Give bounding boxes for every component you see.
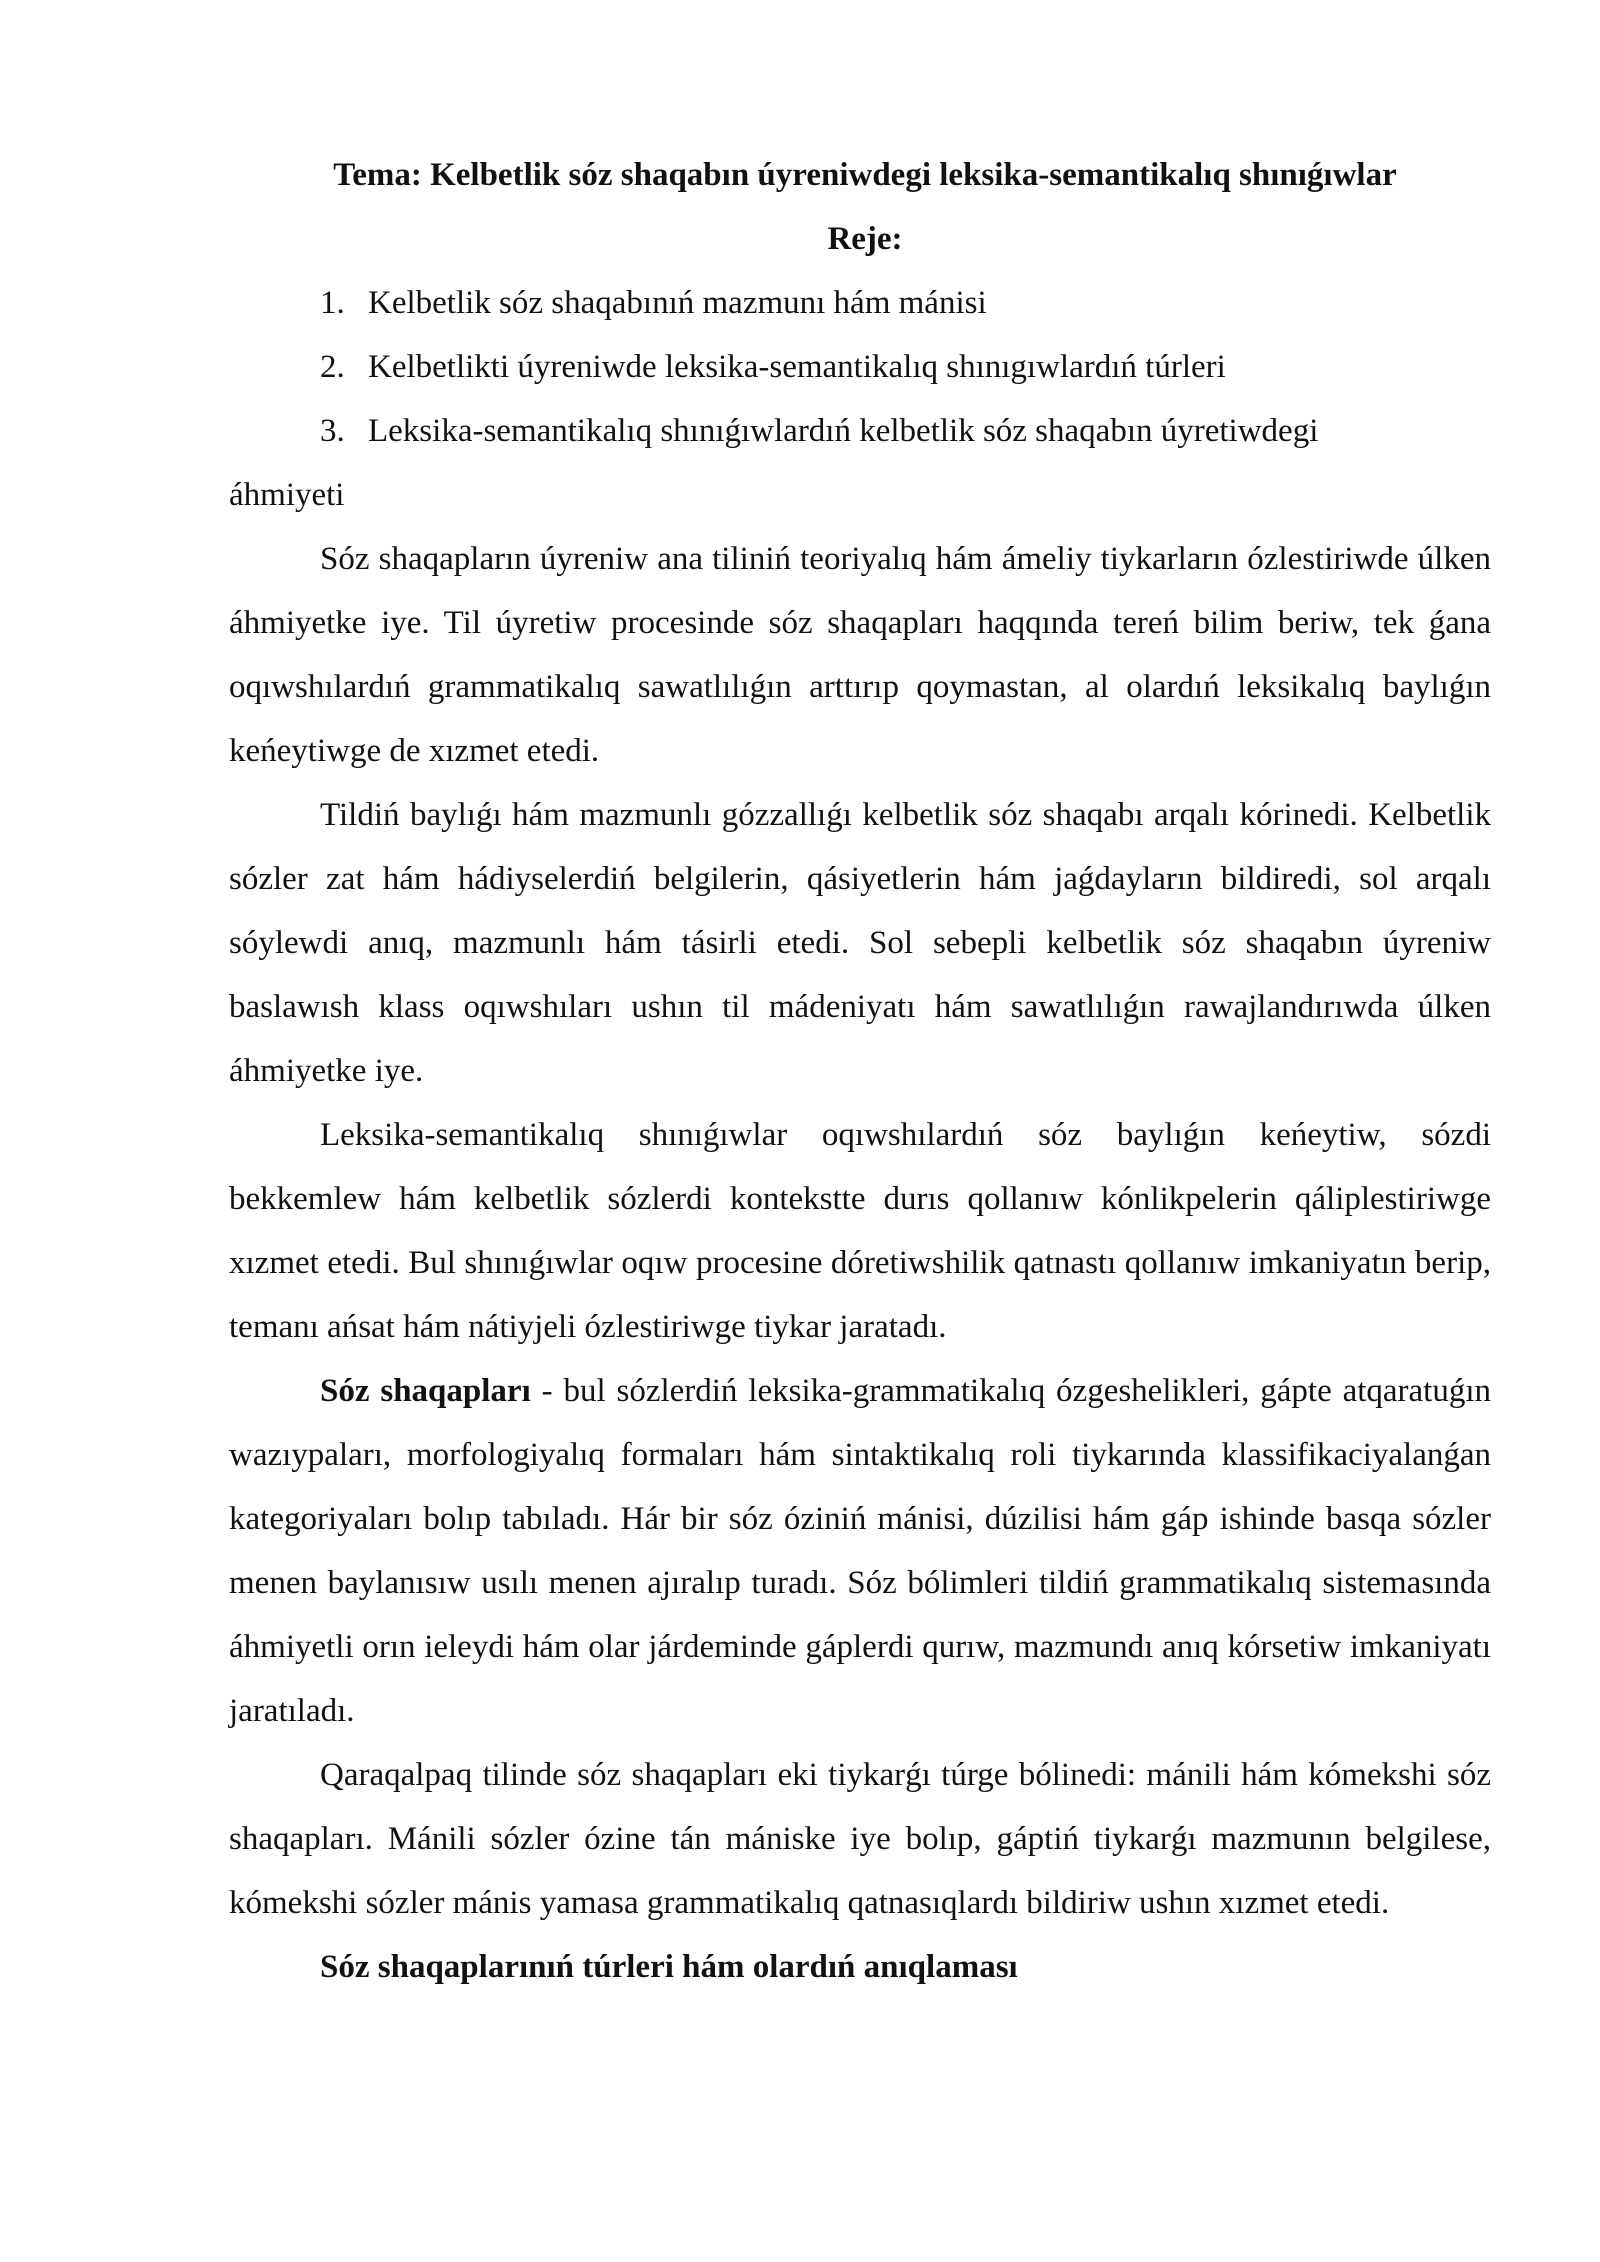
plan-item-number: 1. <box>320 285 345 321</box>
plan-item-1 <box>229 271 1491 335</box>
paragraph-2: Tildiń baylıǵı hám mazmunlı gózzallıǵı kelbetlik sóz shaqabı arqalı kórinedi. Kelbetlik sózler zat hám hádiyselerdiń belgilerin, qásiyetlerin hám jaǵdayların bildiredi, sol arqalı sóylewdi anıq, mazmunlı hám tásirli etedi. Sol sebepli kelbetlik sóz shaqabın úyreniw baslawısh klass oqıwshıları ushın til mádeniyatı hám sawatlılıǵın rawajlandırıwda úlken áhmiyetke iye. <box>229 797 1491 1089</box>
plan-item-number: 3. <box>320 413 345 449</box>
plan-item-2 <box>229 335 1491 399</box>
plan-item-3 <box>229 399 1491 463</box>
document-title: Tema: Kelbetlik sóz shaqabın úyreniwdegi leksika-semantikalıq shınıǵıwlar <box>333 157 1397 193</box>
paragraph-3: Leksika-semantikalıq shınıǵıwlar oqıwshılardıń sóz baylıǵın keńeytiw, sózdi bekkemlew hám kelbetlik sózlerdi kontekstte durıs qollanıw kónlikpelerin qáliplestiriwge xızmet etedi. Bul shınıǵıwlar oqıw procesine dóretiwshilik qatnastı qollanıw imkaniyatın berip, temanı ańsat hám nátiyjeli ózlestiriwge tiykar jaratadı. <box>229 1117 1491 1345</box>
definition-text: - bul sózlerdiń leksika-grammatikalıq ózgeshelikleri, gápte atqaratuǵın wazıypaları, morfologiyalıq formaları hám sintaktikalıq roli tiykarında klassifikaciyalanǵan kategoriyaları bolıp tabıladı. Hár bir sóz óziniń mánisi, dúzilisi hám gáp ishinde basqa sózler menen baylanısıw usılı menen ajıralıp turadı. Sóz bólimleri tildiń grammatikalıq sistemasında áhmiyetli orın ieleydi hám olar járdeminde gáplerdi qurıw, mazmundı anıq kórsetiw imkaniyatı jaratıladı. <box>229 1373 1492 1729</box>
paragraph-4: Qaraqalpaq tilinde sóz shaqapları eki tiykarǵı túrge bólinedi: mánili hám kómekshi sóz shaqapları. Mánili sózler ózine tán mániske iye bolıp, gáptiń tiykarǵı mazmunın belgilese, kómekshi sózler mánis yamasa grammatikalıq qatnasıqlardı bildiriw ushın xızmet etedi. <box>229 1757 1491 1921</box>
plan-item-text: Kelbetlik sóz shaqabınıń mazmunı hám mánisi <box>368 285 987 321</box>
definition-paragraph <box>229 1359 1491 1743</box>
document-body <box>229 143 1491 1999</box>
plan-item-3-continuation: áhmiyeti <box>229 477 345 513</box>
plan-heading: Reje: <box>827 221 903 257</box>
section-subheading: Sóz shaqaplarınıń túrleri hám olardıń anıqlaması <box>320 1949 1018 1985</box>
paragraph-1: Sóz shaqapların úyreniw ana tiliniń teoriyalıq hám ámeliy tiykarların ózlestiriwde úlken áhmiyetke iye. Til úyretiw procesinde sóz shaqapları haqqında tereń bilim beriw, tek ǵana oqıwshılardıń grammatikalıq sawatlılıǵın arttırıp qoymastan, al olardıń leksikalıq baylıǵın keńeytiwge de xızmet etedi. <box>229 541 1491 769</box>
plan-item-text: Kelbetlikti úyreniwde leksika-semantikalıq shınıgıwlardıń túrleri <box>368 349 1226 385</box>
plan-item-number: 2. <box>320 349 345 385</box>
definition-term: Sóz shaqapları <box>320 1373 531 1409</box>
plan-item-text: Leksika-semantikalıq shınıǵıwlardıń kelbetlik sóz shaqabın úyretiwdegi <box>368 413 1319 449</box>
